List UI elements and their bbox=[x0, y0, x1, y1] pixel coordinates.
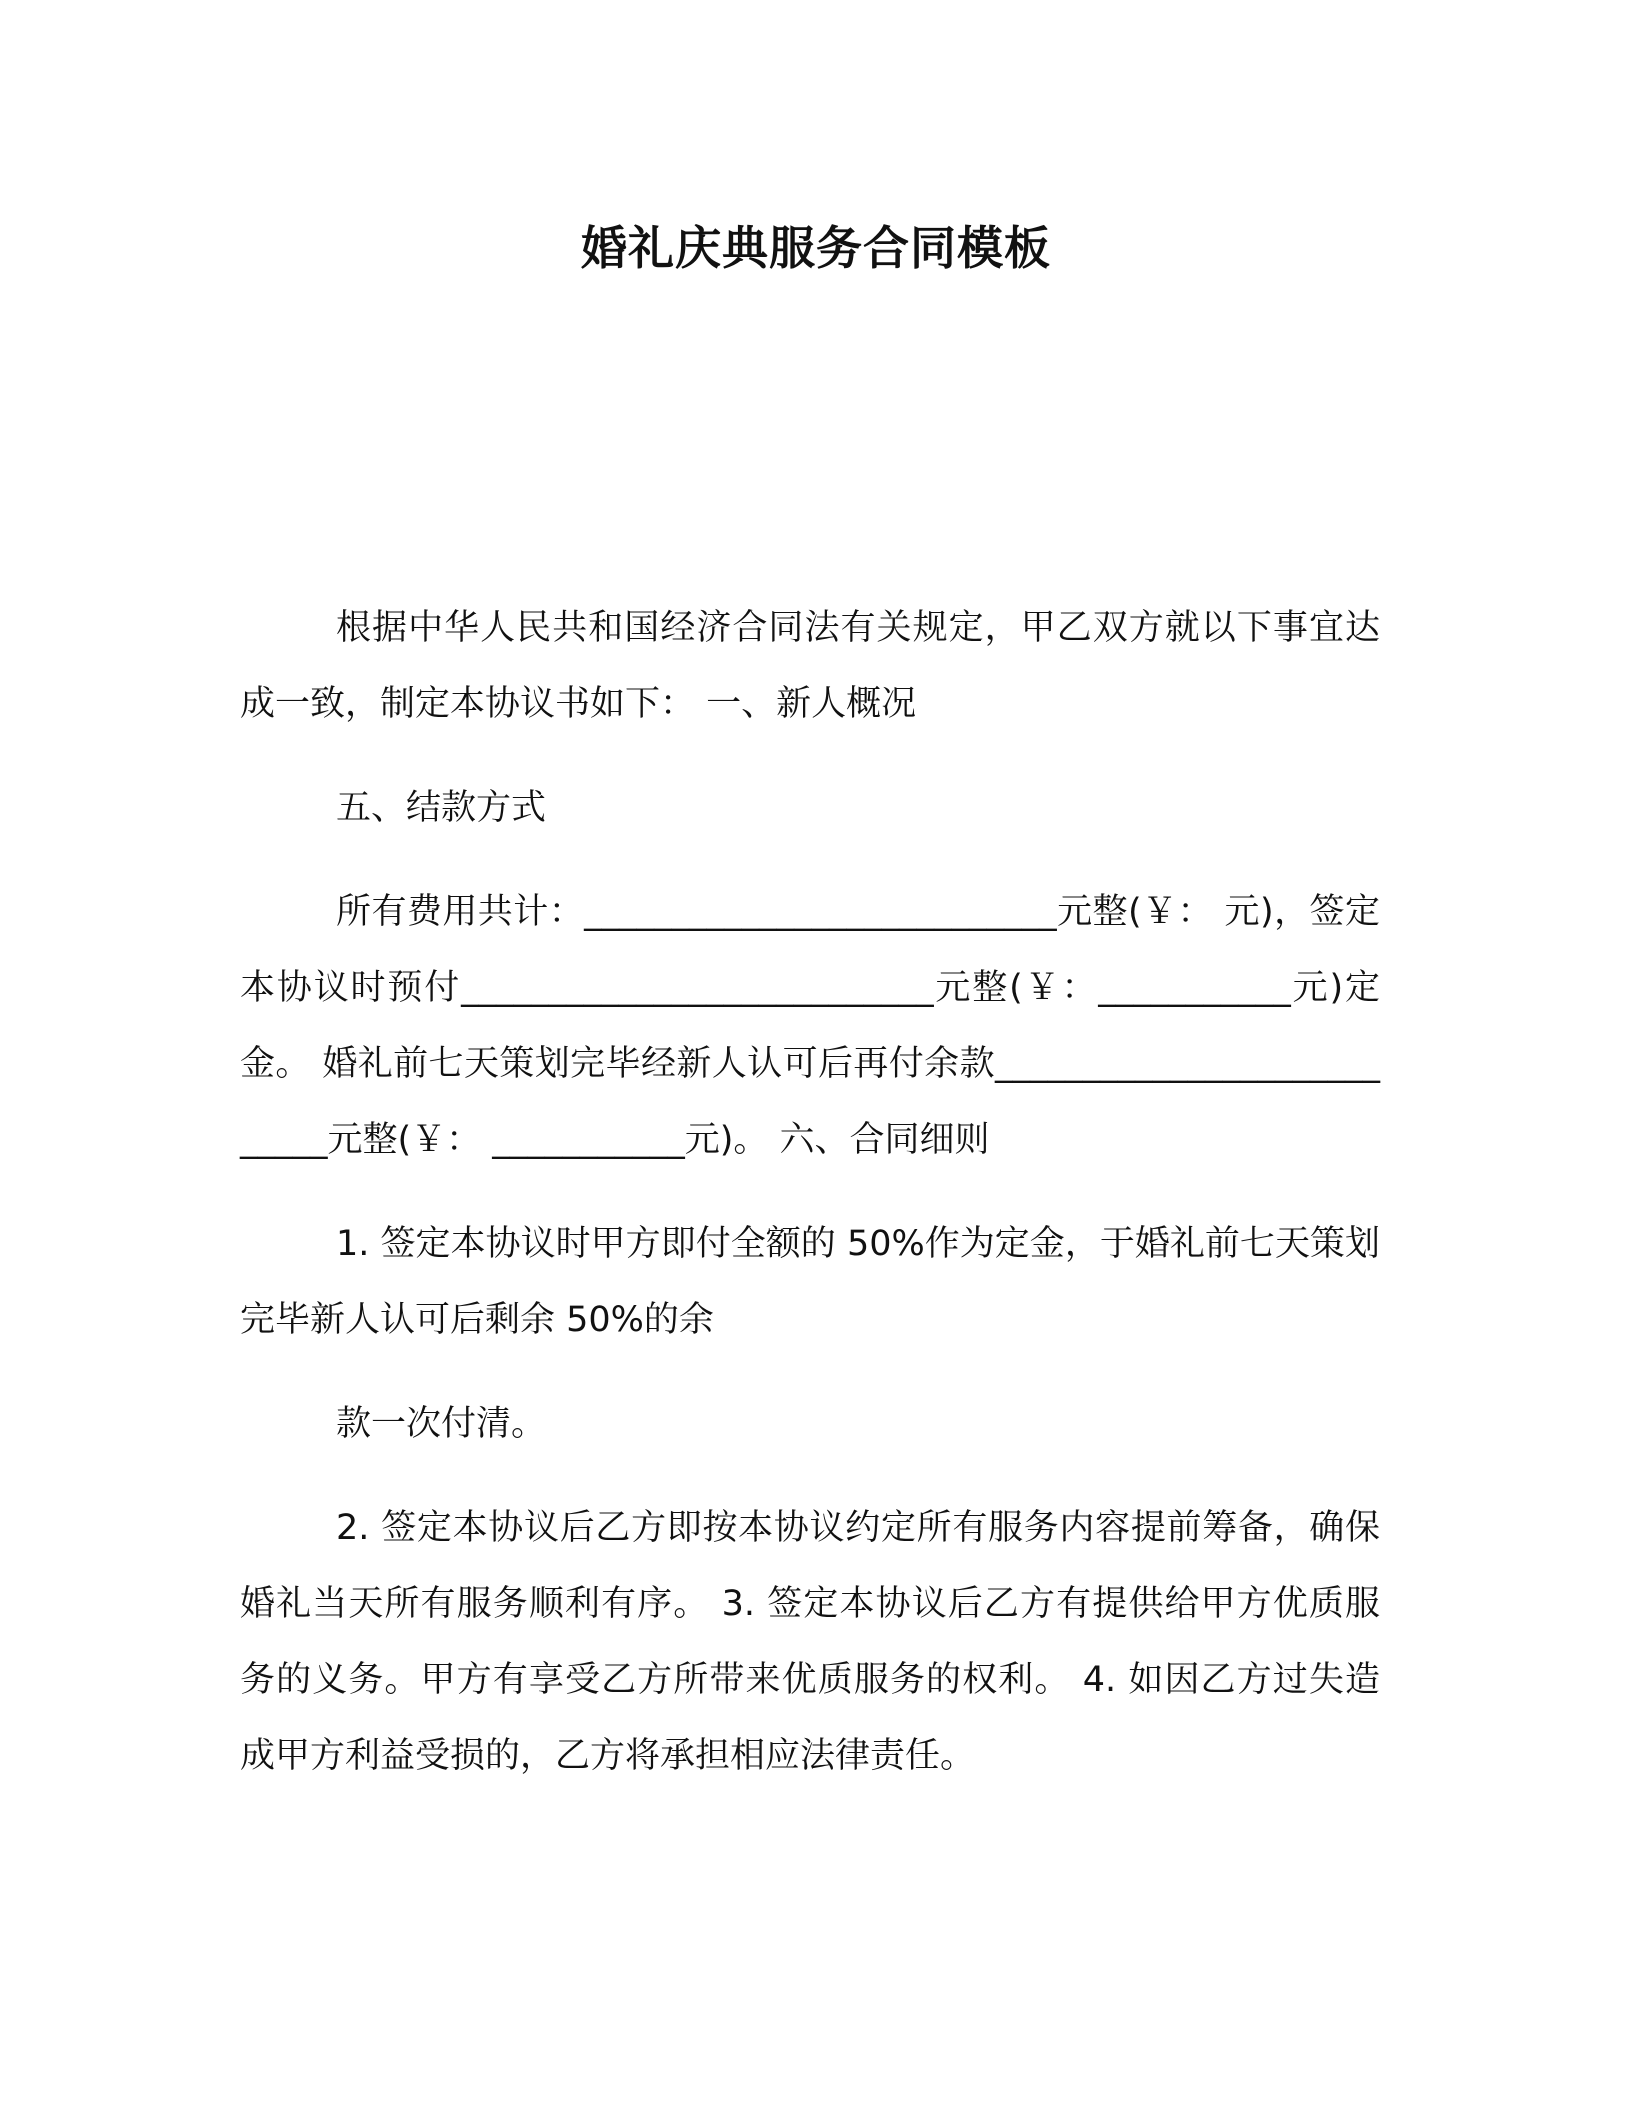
paragraph-clause-one-continued: 款一次付清。 bbox=[336, 1404, 547, 1444]
document-title: 婚礼庆典服务合同模板 bbox=[581, 221, 1051, 275]
paragraph-payment-terms: 所有费用共计：___________________________元整(￥： 元)，签定本协议时预付___________________________元整(￥：___________元)定金。 婚礼前七天策划完毕经新人认可后再付余款___________________________元整(￥： ___________元)。 六、合同细则 bbox=[240, 892, 1380, 1160]
paragraph-section-five-heading: 五、结款方式 bbox=[336, 788, 547, 828]
paragraph-clauses-two-to-four: 2. 签定本协议后乙方即按本协议约定所有服务内容提前筹备，确保婚礼当天所有服务顺利有序。 3. 签定本协议后乙方有提供给甲方优质服务的义务。甲方有享受乙方所带来优质服务的权利。 4. 如因乙方过失造成甲方利益受损的，乙方将承担相应法律责任。 bbox=[240, 1508, 1380, 1776]
paragraph-intro: 根据中华人民共和国经济合同法有关规定，甲乙双方就以下事宜达成一致，制定本协议书如下： 一、新人概况 bbox=[240, 608, 1380, 724]
paragraph-clause-one: 1. 签定本协议时甲方即付全额的 50%作为定金，于婚礼前七天策划完毕新人认可后剩余 50%的余 bbox=[240, 1224, 1380, 1340]
document-body bbox=[240, 590, 1380, 1822]
